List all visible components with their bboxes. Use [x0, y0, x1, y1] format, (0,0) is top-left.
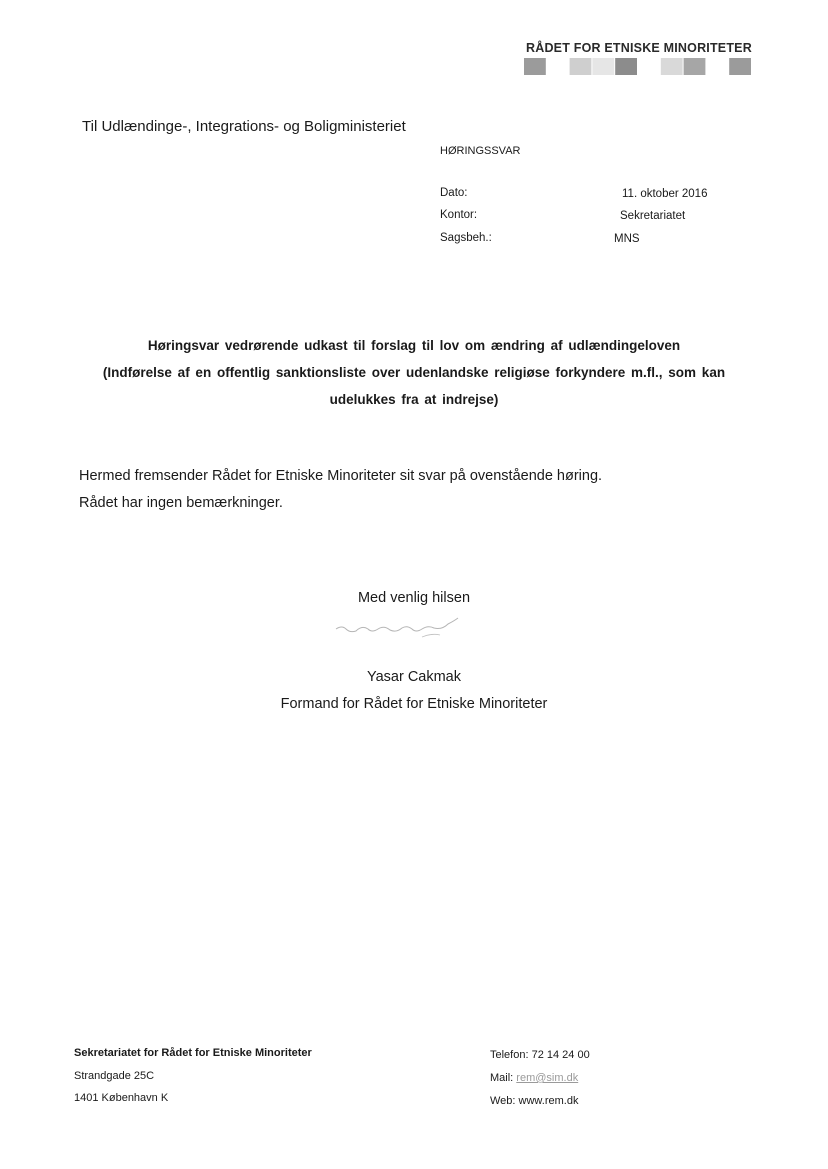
web-label: Web: — [490, 1095, 516, 1107]
letterhead-bar-segment — [524, 58, 546, 75]
closing-greeting: Med venlig hilsen — [357, 590, 471, 606]
footer-web — [490, 1095, 578, 1107]
date-label: Dato: — [440, 187, 468, 199]
phone-label: Telefon: — [490, 1049, 529, 1061]
office-value: Sekretariatet — [620, 210, 686, 222]
mail-link[interactable]: rem@sim.dk — [516, 1072, 579, 1084]
letterhead-org-name: RÅDET FOR ETNISKE MINORITETER — [526, 41, 752, 55]
office-label: Kontor: — [440, 209, 478, 221]
phone-value: 72 14 24 00 — [531, 1049, 590, 1061]
subject-line-3: udelukkes fra at indrejse) — [329, 392, 499, 407]
date-value: 11. oktober 2016 — [622, 188, 708, 200]
letterhead-bar-segment — [592, 58, 614, 75]
recipient: Til Udlændinge-, Integrations- og Boligministeriet — [82, 118, 406, 135]
subject-line-1: Høringsvar vedrørende udkast til forslag til lov om ændring af udlændingeloven — [147, 338, 681, 353]
letterhead-bar-segment — [661, 58, 683, 75]
body-line-2: Rådet har ingen bemærkninger. — [79, 495, 283, 511]
footer-phone — [490, 1049, 590, 1061]
letterhead-color-bar — [524, 58, 752, 75]
letterhead-bar-segment — [570, 58, 592, 75]
signature-image — [332, 615, 492, 647]
letterhead-bar-segment — [638, 58, 660, 75]
web-link[interactable]: www.rem.dk — [518, 1095, 579, 1107]
case-handler-label: Sagsbeh.: — [440, 232, 492, 244]
signer-title: Formand for Rådet for Etniske Minoriteter — [280, 696, 548, 712]
letterhead-bar-segment — [547, 58, 569, 75]
mail-label: Mail: — [490, 1072, 514, 1084]
letterhead-bar-segment — [684, 58, 706, 75]
letterhead-bar-segment — [706, 58, 728, 75]
signer-name: Yasar Cakmak — [366, 669, 461, 685]
footer-org: Sekretariatet for Rådet for Etniske Minoriteter — [74, 1047, 312, 1059]
subject-line-2: (Indførelse af en offentlig sanktionsliste over udenlandske religiøse forkyndere m.fl., som kan — [102, 365, 726, 380]
subject-heading — [60, 332, 768, 413]
footer-street: Strandgade 25C — [74, 1070, 155, 1082]
footer-mail — [490, 1072, 578, 1084]
footer-city: 1401 København K — [74, 1092, 169, 1104]
letterhead-bar-segment — [615, 58, 637, 75]
document-type: HØRINGSSVAR — [440, 145, 521, 157]
case-handler-value: MNS — [614, 233, 640, 245]
letterhead-bar-segment — [729, 58, 751, 75]
body-line-1: Hermed fremsender Rådet for Etniske Minoriteter sit svar på ovenstående høring. — [79, 468, 603, 484]
